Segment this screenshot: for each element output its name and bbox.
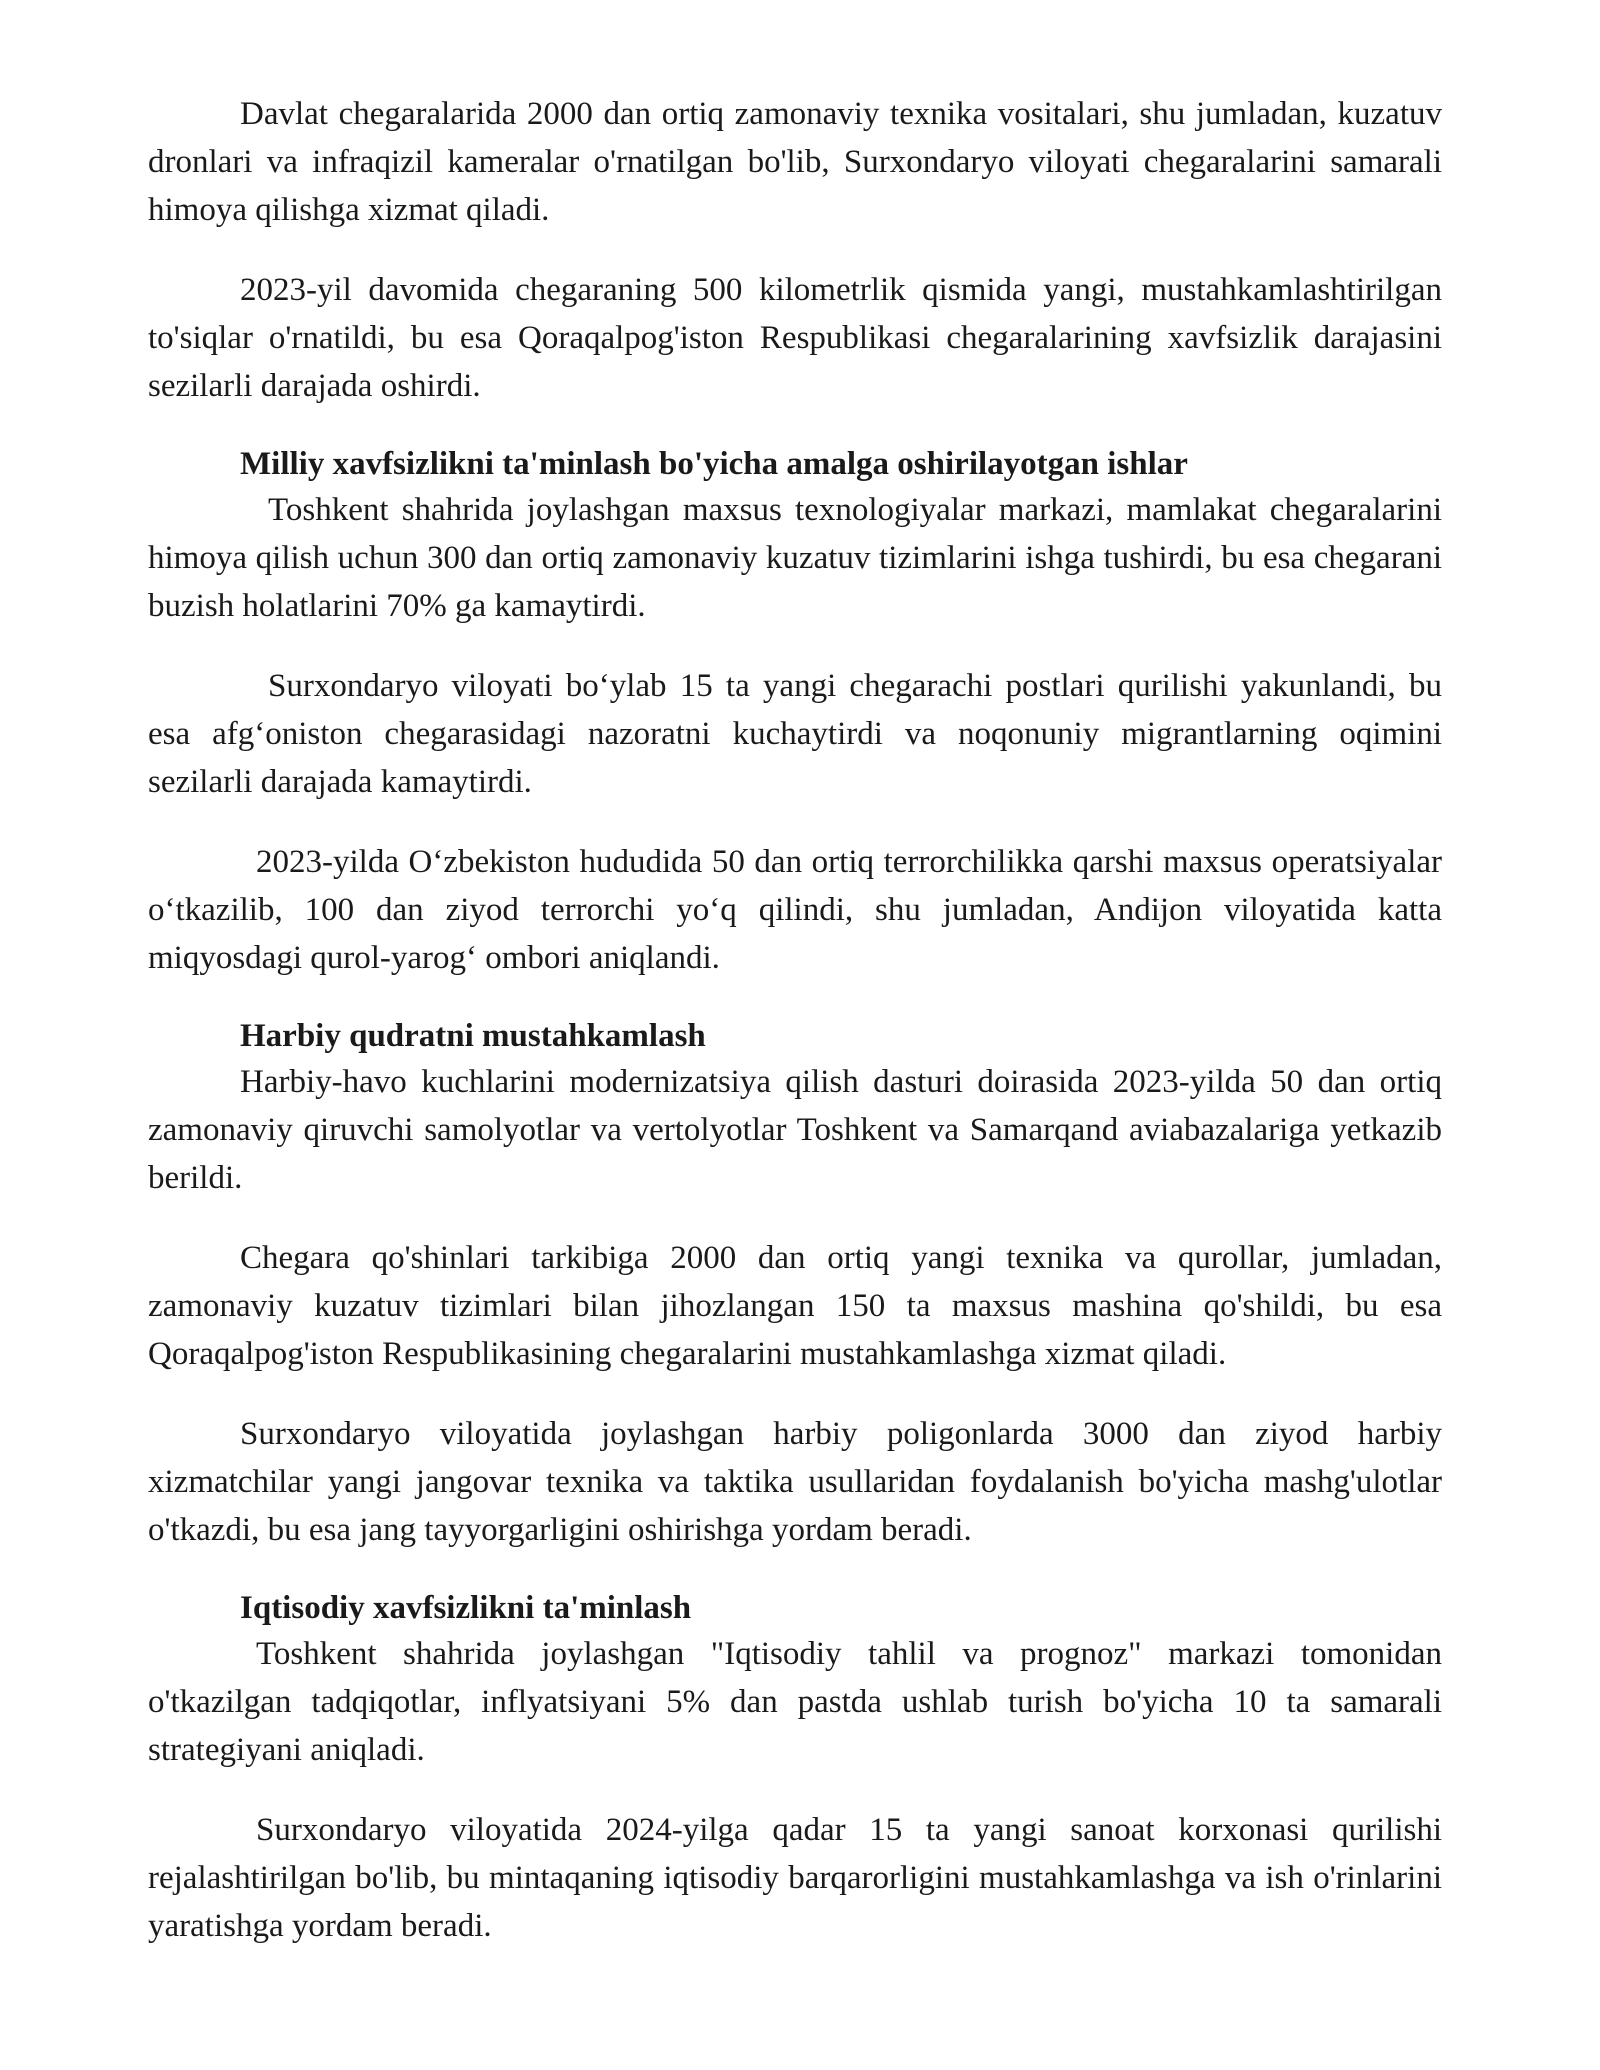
- paragraph-air-force: Harbiy-havo kuchlarini modernizatsiya qilish dasturi doirasida 2023-yilda 50 dan ortiq zamonaviy qiruvchi samolyotlar va vertolyotlar Toshkent va Samarqand aviabazalariga yetkazib berildi.: [148, 1064, 1442, 1196]
- paragraph-border-troops: Chegara qo'shinlari tarkibiga 2000 dan ortiq yangi texnika va qurollar, jumladan, zamonaviy kuzatuv tizimlari bilan jihozlangan 150 ta maxsus mashina qo'shildi, bu esa Qoraqalpog'iston Respublikasining chegaralarini mustahkamlashga xizmat qiladi.: [148, 1240, 1442, 1372]
- paragraph-economic-research: Toshkent shahrida joylashgan "Iqtisodiy tahlil va prognoz" markazi tomonidan o'tkazilgan tadqiqotlar, inflyatsiyani 5% dan pastda ushlab turish bo'yicha 10 ta samarali strategiyani aniqladi.: [148, 1636, 1442, 1768]
- paragraph-barriers: 2023-yil davomida chegaraning 500 kilometrlik qismida yangi, mustahkamlashtirilgan to'siqlar o'rnatildi, bu esa Qoraqalpog'iston Respublikasi chegaralarining xavfsizlik darajasini sezilarli darajada oshirdi.: [148, 272, 1442, 404]
- document-page: [148, 90, 1442, 1982]
- paragraph-tech-center: Toshkent shahrida joylashgan maxsus texnologiyalar markazi, mamlakat chegaralarini himoya qilish uchun 300 dan ortiq zamonaviy kuzatuv tizimlarini ishga tushirdi, bu esa chegarani buzish holatlarini 70% ga kamaytirdi.: [148, 492, 1442, 624]
- section-heading-military-power: Harbiy qudratni mustahkamlash: [240, 1018, 706, 1054]
- paragraph-military-training: Surxondaryo viloyatida joylashgan harbiy poligonlarda 3000 dan ziyod harbiy xizmatchilar yangi jangovar texnika va taktika usullaridan foydalanish bo'yicha mashg'ulotlar o'tkazdi, bu esa jang tayyorgarligini oshirishga yordam beradi.: [148, 1416, 1442, 1548]
- section-heading-economic-security: Iqtisodiy xavfsizlikni ta'minlash: [240, 1590, 692, 1626]
- paragraph-border-posts: Surxondaryo viloyati bo‘ylab 15 ta yangi chegarachi postlari qurilishi yakunlandi, bu esa afg‘oniston chegarasidagi nazoratni kuchaytirdi va noqonuniy migrantlarning oqimini sezilarli darajada kamaytirdi.: [148, 668, 1442, 800]
- paragraph-border-equipment: Davlat chegaralarida 2000 dan ortiq zamonaviy texnika vositalari, shu jumladan, kuzatuv dronlari va infraqizil kameralar o'rnatilgan bo'lib, Surxondaryo viloyati chegaralarini samarali himoya qilishga xizmat qiladi.: [148, 96, 1442, 228]
- paragraph-industrial-enterprises: Surxondaryo viloyatida 2024-yilga qadar 15 ta yangi sanoat korxonasi qurilishi rejalashtirilgan bo'lib, bu mintaqaning iqtisodiy barqarorligini mustahkamlashga va ish o'rinlarini yaratishga yordam beradi.: [148, 1812, 1442, 1944]
- paragraph-counter-terrorism: 2023-yilda O‘zbekiston hududida 50 dan ortiq terrorchilikka qarshi maxsus operatsiyalar o‘tkazilib, 100 dan ziyod terrorchi yo‘q qilindi, shu jumladan, Andijon viloyatida katta miqyosdagi qurol-yarog‘ ombori aniqlandi.: [148, 844, 1442, 976]
- section-heading-national-security: Milliy xavfsizlikni ta'minlash bo'yicha amalga oshirilayotgan ishlar: [240, 446, 1188, 482]
